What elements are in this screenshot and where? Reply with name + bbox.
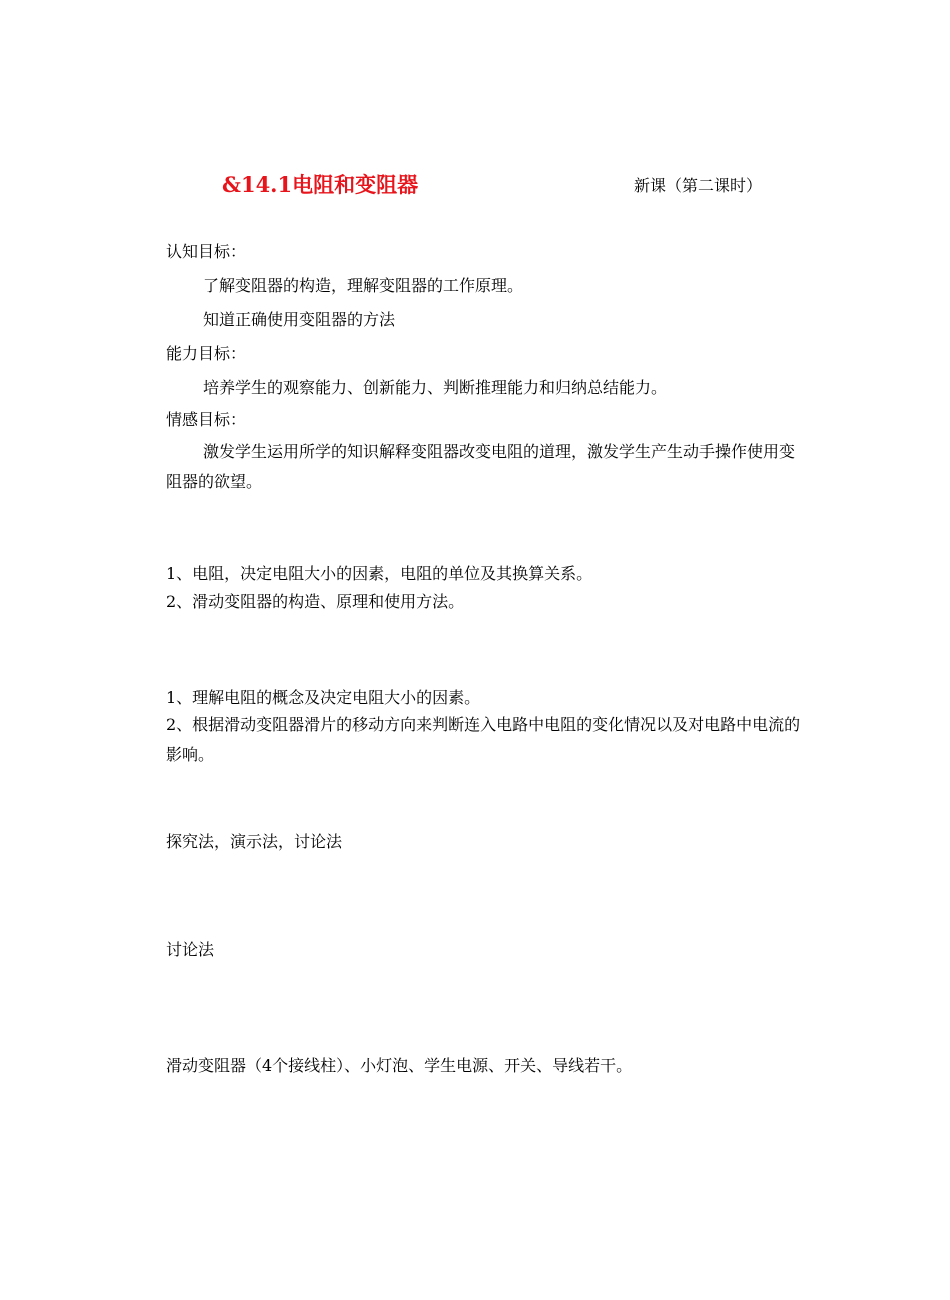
equipment-list: 滑动变阻器（4个接线柱）、小灯泡、学生电源、开关、导线若干。 bbox=[166, 1056, 633, 1075]
emotion-heading: 情感目标： bbox=[166, 410, 247, 429]
key-point-2: 2、滑动变阻器的构造、原理和使用方法。 bbox=[166, 592, 465, 611]
lesson-subtitle: 新课（第二课时） bbox=[634, 176, 763, 195]
key-point-1: 1、电阻，决定电阻大小的因素，电阻的单位及其换算关系。 bbox=[166, 564, 593, 583]
cognitive-item-2: 知道正确使用变阻器的方法 bbox=[203, 310, 396, 329]
emotion-item-1: 激发学生运用所学的知识解释变阻器改变电阻的道理，激发学生产生动手操作使用变阻器的欲望。 bbox=[166, 442, 796, 491]
difficulty-2: 2、根据滑动变阻器滑片的移动方向来判断连入电路中电阻的变化情况以及对电路中电流的影响。 bbox=[166, 715, 801, 764]
cognitive-heading: 认知目标： bbox=[166, 242, 247, 261]
lesson-title: &14.1电阻和变阻器 bbox=[222, 172, 419, 197]
ability-heading: 能力目标： bbox=[166, 344, 247, 363]
cognitive-item-1: 了解变阻器的构造，理解变阻器的工作原理。 bbox=[203, 276, 524, 295]
difficulty-1: 1、理解电阻的概念及决定电阻大小的因素。 bbox=[166, 688, 481, 707]
teaching-methods: 探究法，演示法，讨论法 bbox=[166, 832, 343, 851]
ability-item-1: 培养学生的观察能力、创新能力、判断推理能力和归纳总结能力。 bbox=[203, 378, 668, 397]
learning-methods: 讨论法 bbox=[166, 940, 215, 959]
